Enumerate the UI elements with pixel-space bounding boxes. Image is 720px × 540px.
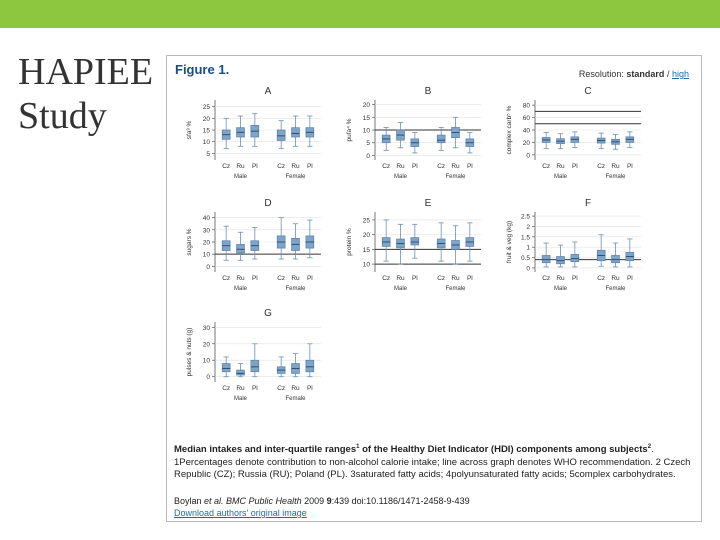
panel-e-category-2: Pl — [411, 275, 418, 282]
panel-a-tick-label-1: 10 — [202, 139, 210, 147]
panel-a-tick-label-0: 5 — [206, 150, 210, 158]
panel-e-ylabel: protein % — [346, 228, 353, 256]
panel-e-group-male: Male — [393, 286, 408, 292]
panel-e-category-4: Ru — [451, 275, 460, 282]
panel-g-box-0 — [222, 364, 230, 372]
panel-f-group-female: Female — [605, 286, 626, 292]
panel-b-category-0: Cz — [382, 163, 391, 170]
figure-title: Figure 1. — [175, 62, 230, 77]
panel-c-group-male: Male — [553, 174, 568, 180]
panel-a-group-female: Female — [285, 174, 306, 180]
panel-g-box-1 — [237, 370, 245, 375]
panel-f-letter: F — [584, 198, 592, 209]
panel-g-box-2 — [251, 360, 259, 372]
panel-f-ylabel: fruit & veg (kg) — [506, 220, 513, 264]
slide-title — [18, 50, 153, 138]
resolution-separator: / — [666, 69, 670, 79]
panel-e-category-3: Cz — [437, 275, 446, 282]
panel-c-category-0: Cz — [542, 163, 551, 170]
panel-f-category-0: Cz — [542, 275, 551, 282]
slide-accent-bar — [0, 0, 720, 28]
panel-a-box-3 — [277, 130, 285, 141]
panel-g-tick-label-3: 30 — [202, 324, 210, 332]
panel-b-category-3: Cz — [437, 163, 446, 170]
panel-e-tick-label-0: 10 — [362, 261, 370, 269]
panel-b-category-4: Ru — [451, 163, 460, 170]
panel-a-tick-label-3: 20 — [202, 115, 210, 123]
panel-a-category-1: Ru — [236, 163, 245, 170]
panel-c-category-2: Pl — [571, 163, 578, 170]
panel-g-tick-label-2: 20 — [202, 341, 210, 349]
panel-a-category-3: Cz — [277, 163, 286, 170]
caption-sup-2: 2 — [647, 444, 652, 450]
panel-f-box-0 — [542, 255, 550, 262]
panel-e-tick-label-1: 15 — [362, 246, 370, 254]
panel-c-category-3: Cz — [597, 163, 606, 170]
panel-g-category-5: Pl — [306, 385, 313, 392]
panel-f-category-4: Ru — [611, 275, 620, 282]
panel-d-box-1 — [237, 244, 245, 253]
panel-g-category-1: Ru — [236, 385, 245, 392]
panel-f-category-2: Pl — [571, 275, 578, 282]
panel-f-tick-label-4: 2 — [526, 223, 530, 231]
panel-g-tick-label-1: 10 — [202, 357, 210, 365]
panel-f-category-3: Cz — [597, 275, 606, 282]
panel-d-category-5: Pl — [306, 275, 313, 282]
panel-c-group-female: Female — [605, 174, 626, 180]
panel-b-category-5: Pl — [466, 163, 473, 170]
panel-a-category-0: Cz — [222, 163, 231, 170]
panel-a-category-2: Pl — [251, 163, 258, 170]
panel-a-category-5: Pl — [306, 163, 313, 170]
panel-e-letter: E — [424, 198, 432, 209]
citation-year: 2009 — [301, 496, 327, 506]
panel-d-category-1: Ru — [236, 275, 245, 282]
caption-sup-1: 1 — [356, 444, 360, 450]
panel-b-category-1: Ru — [396, 163, 405, 170]
citation-etal: et al. — [204, 496, 224, 506]
panel-b-tick-label-0: 0 — [366, 152, 370, 160]
resolution-high-link[interactable]: high — [671, 69, 689, 79]
panel-c-tick-label-4: 80 — [522, 102, 530, 110]
panel-d-category-3: Cz — [277, 275, 286, 282]
resolution-current: standard — [626, 69, 665, 79]
panel-d-letter: D — [264, 198, 272, 209]
panel-d-tick-label-0: 0 — [206, 263, 210, 271]
download-original-link[interactable]: Download authors' original image — [174, 508, 307, 518]
panel-c-tick-label-2: 40 — [522, 127, 530, 135]
panel-b-group-male: Male — [393, 174, 408, 180]
panel-d-category-2: Pl — [251, 275, 258, 282]
panel-d-tick-label-1: 10 — [202, 251, 210, 259]
panel-d-category-4: Ru — [291, 275, 300, 282]
caption-bold-2: of the Healthy Diet Indicator (HDI) components among subjects — [359, 444, 648, 456]
panel-c-tick-label-3: 60 — [522, 115, 530, 123]
panel-f-tick-label-0: 0 — [526, 265, 530, 273]
slide-title-line2: Study — [18, 95, 107, 137]
panel-g-letter: G — [264, 308, 272, 319]
panel-g-group-male: Male — [233, 396, 248, 402]
panel-c-category-1: Ru — [556, 163, 565, 170]
panel-g-box-5 — [306, 360, 314, 372]
panel-f-category-5: Pl — [626, 275, 633, 282]
caption-text: . 1Percentages denote contribution to non-alcohol calorie intake; line across graph denotes WHO recommendation. 2 Czech Republic (CZ); Russia (RU); Poland (PL). 3saturated fatty acids; 4polyunsaturated fatty acids; 5complex carbohydrates. — [174, 444, 691, 481]
panel-e-category-1: Ru — [396, 275, 405, 282]
panel-g-category-3: Cz — [277, 385, 286, 392]
panel-c-category-4: Ru — [611, 163, 620, 170]
citation-volume: 9 — [326, 496, 332, 506]
panel-g-tick-label-0: 0 — [206, 374, 210, 382]
panel-g-ylabel: pulses & nuts (g) — [186, 327, 193, 377]
panel-g-group-female: Female — [285, 396, 306, 402]
panel-e-box-2 — [411, 238, 419, 245]
panel-d-tick-label-4: 40 — [202, 215, 210, 223]
panel-b-letter: B — [424, 86, 432, 97]
panel-e-tick-label-3: 25 — [362, 217, 370, 225]
panel-b-tick-label-2: 10 — [362, 127, 370, 135]
panel-f-tick-label-5: 2.5 — [520, 213, 530, 221]
panel-a-tick-label-4: 25 — [202, 104, 210, 112]
panel-g-category-2: Pl — [251, 385, 258, 392]
panel-b-tick-label-4: 20 — [362, 102, 370, 110]
panel-f-box-2 — [571, 254, 579, 261]
figure-caption — [174, 441, 694, 482]
panel-b-box-3 — [437, 135, 445, 143]
panel-f-box-4 — [612, 255, 620, 262]
panel-g-category-4: Ru — [291, 385, 300, 392]
panel-c-ylabel: complex carb⁵ % — [506, 105, 513, 155]
slide-title-line1: HAPIEE — [18, 51, 154, 93]
panel-f-tick-label-3: 1.5 — [520, 234, 530, 242]
panel-d-group-female: Female — [285, 286, 306, 292]
panel-a-tick-label-2: 15 — [202, 127, 210, 135]
panel-d-category-0: Cz — [222, 275, 231, 282]
panel-b-ylabel: pufa⁴ % — [346, 118, 353, 142]
panel-e-category-5: Pl — [466, 275, 473, 282]
panel-d-group-male: Male — [233, 286, 248, 292]
panel-a-group-male: Male — [233, 174, 248, 180]
panel-b-tick-label-1: 5 — [366, 140, 370, 148]
panel-e-tick-label-2: 20 — [362, 232, 370, 240]
panel-d-tick-label-2: 20 — [202, 239, 210, 247]
panel-d-tick-label-3: 30 — [202, 227, 210, 235]
panel-c-tick-label-1: 20 — [522, 139, 530, 147]
panel-c-letter: C — [584, 86, 592, 97]
panel-e-category-0: Cz — [382, 275, 391, 282]
panel-f-group-male: Male — [553, 286, 568, 292]
panel-g-category-0: Cz — [222, 385, 231, 392]
panel-b-tick-label-3: 15 — [362, 114, 370, 122]
citation — [174, 496, 470, 506]
panel-b-group-female: Female — [445, 174, 466, 180]
panel-f-box-1 — [557, 257, 565, 264]
resolution-label: Resolution: — [578, 69, 624, 79]
panel-a-box-4 — [292, 128, 300, 137]
figure-panels — [167, 56, 701, 436]
figure-frame — [166, 55, 702, 522]
panel-a-category-4: Ru — [291, 163, 300, 170]
panel-f-tick-label-2: 1 — [526, 244, 530, 252]
panel-e-group-female: Female — [445, 286, 466, 292]
citation-doi: :439 doi:10.1186/1471-2458-9-439 — [331, 496, 470, 506]
panel-c-tick-label-0: 0 — [526, 152, 530, 160]
panel-f-category-1: Ru — [556, 275, 565, 282]
panel-a-letter: A — [264, 86, 272, 97]
citation-author: Boylan — [174, 496, 205, 506]
panel-d-ylabel: sugars % — [186, 228, 193, 256]
panel-c-category-5: Pl — [626, 163, 633, 170]
panel-a-ylabel: sfa³ % — [186, 120, 193, 140]
citation-journal: BMC Public Health — [223, 496, 302, 506]
panel-b-category-2: Pl — [411, 163, 418, 170]
panel-f-tick-label-1: 0.5 — [520, 255, 530, 263]
caption-bold: Median intakes and inter-quartile ranges — [174, 444, 357, 456]
